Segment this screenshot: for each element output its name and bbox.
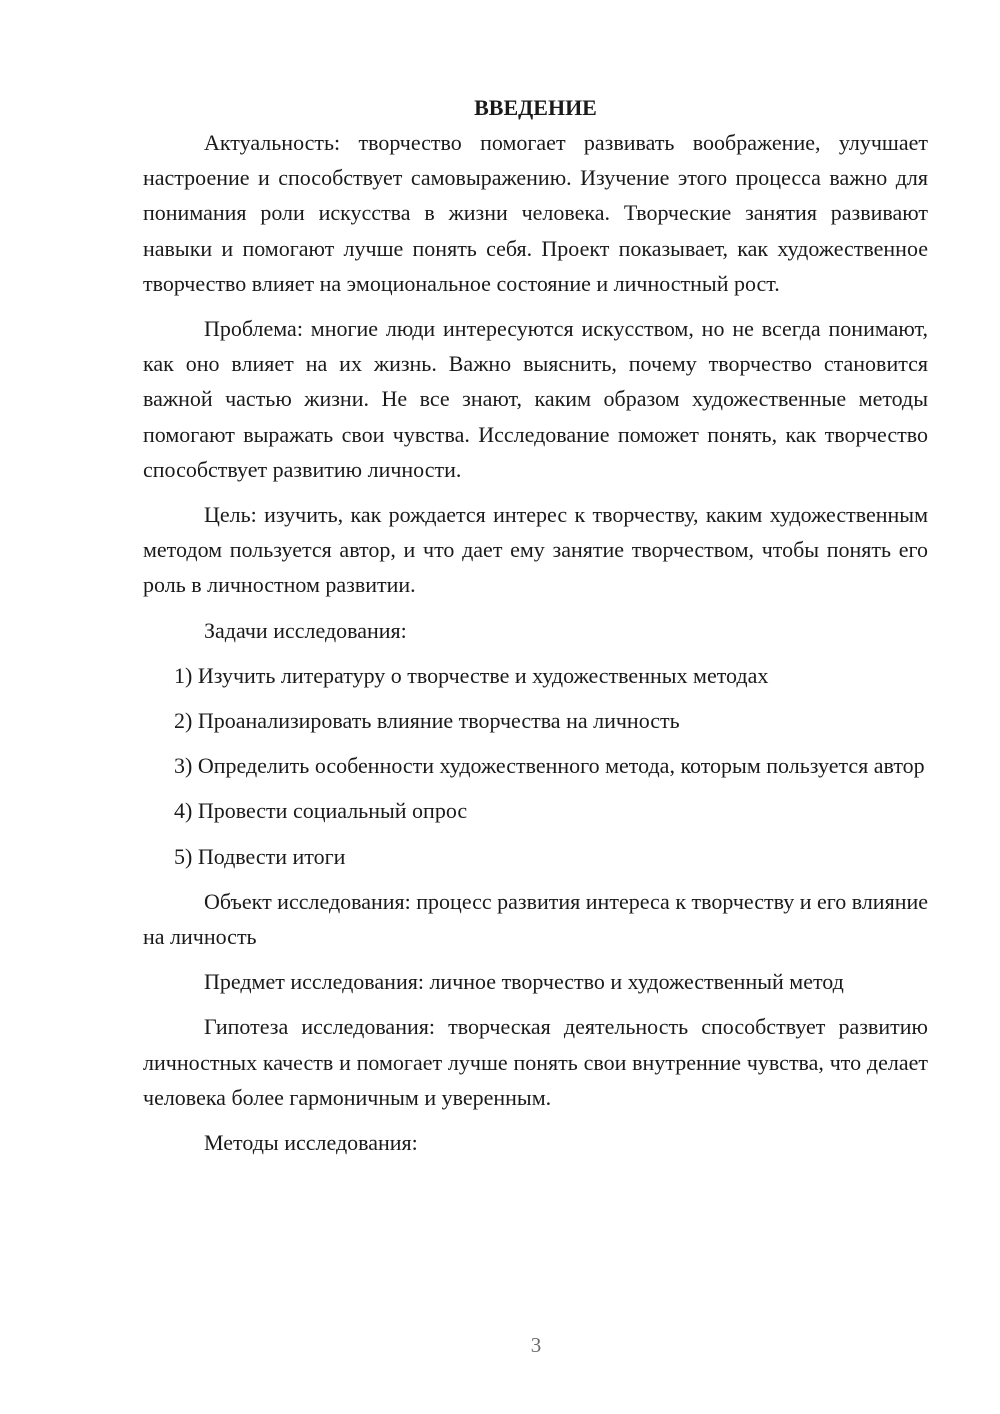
document-page [143, 90, 928, 1170]
methods-heading: Методы исследования: [204, 1130, 418, 1156]
relevance-paragraph: Актуальность: творчество помогает развивать воображение, улучшает настроение и способствует самовыражению. Изучение этого процесса важно для понимания роли искусства в жизни человека. Творческие занятия развивают навыки и помогают лучше понять себя. Проект показывает, как художественное творчество влияет на эмоциональное состояние и личностный рост. [143, 130, 928, 296]
task-item: 1) Изучить литературу о творчестве и художественных методах [174, 662, 769, 688]
page-number: 3 [530, 1333, 542, 1357]
task-item: 2) Проанализировать влияние творчества на личность [174, 708, 680, 734]
task-item: 4) Провести социальный опрос [174, 798, 468, 824]
hypothesis-paragraph: Гипотеза исследования: творческая деятельность способствует развитию личностных качеств и помогает лучше понять свои внутренние чувства, что делает человека более гармоничным и уверенным. [143, 1014, 928, 1110]
task-item: 5) Подвести итоги [174, 843, 346, 869]
problem-paragraph: Проблема: многие люди интересуются искусством, но не всегда понимают, как оно влияет на их жизнь. Важно выяснить, почему творчество становится важной частью жизни. Не все знают, каким образом художественные методы помогают выражать свои чувства. Исследование поможет понять, как творчество способствует развитию личности. [143, 316, 928, 482]
goal-paragraph: Цель: изучить, как рождается интерес к творчеству, каким художественным методом пользуется автор, и что дает ему занятие творчеством, чтобы понять его роль в личностном развитии. [143, 502, 928, 598]
tasks-heading: Задачи исследования: [204, 617, 407, 643]
section-title: ВВЕДЕНИЕ [474, 95, 597, 120]
task-item: 3) Определить особенности художественного метода, которым пользуется автор [174, 753, 925, 779]
subject-paragraph: Предмет исследования: личное творчество и художественный метод [204, 969, 844, 995]
object-paragraph: Объект исследования: процесс развития интереса к творчеству и его влияние на личность [143, 888, 929, 950]
